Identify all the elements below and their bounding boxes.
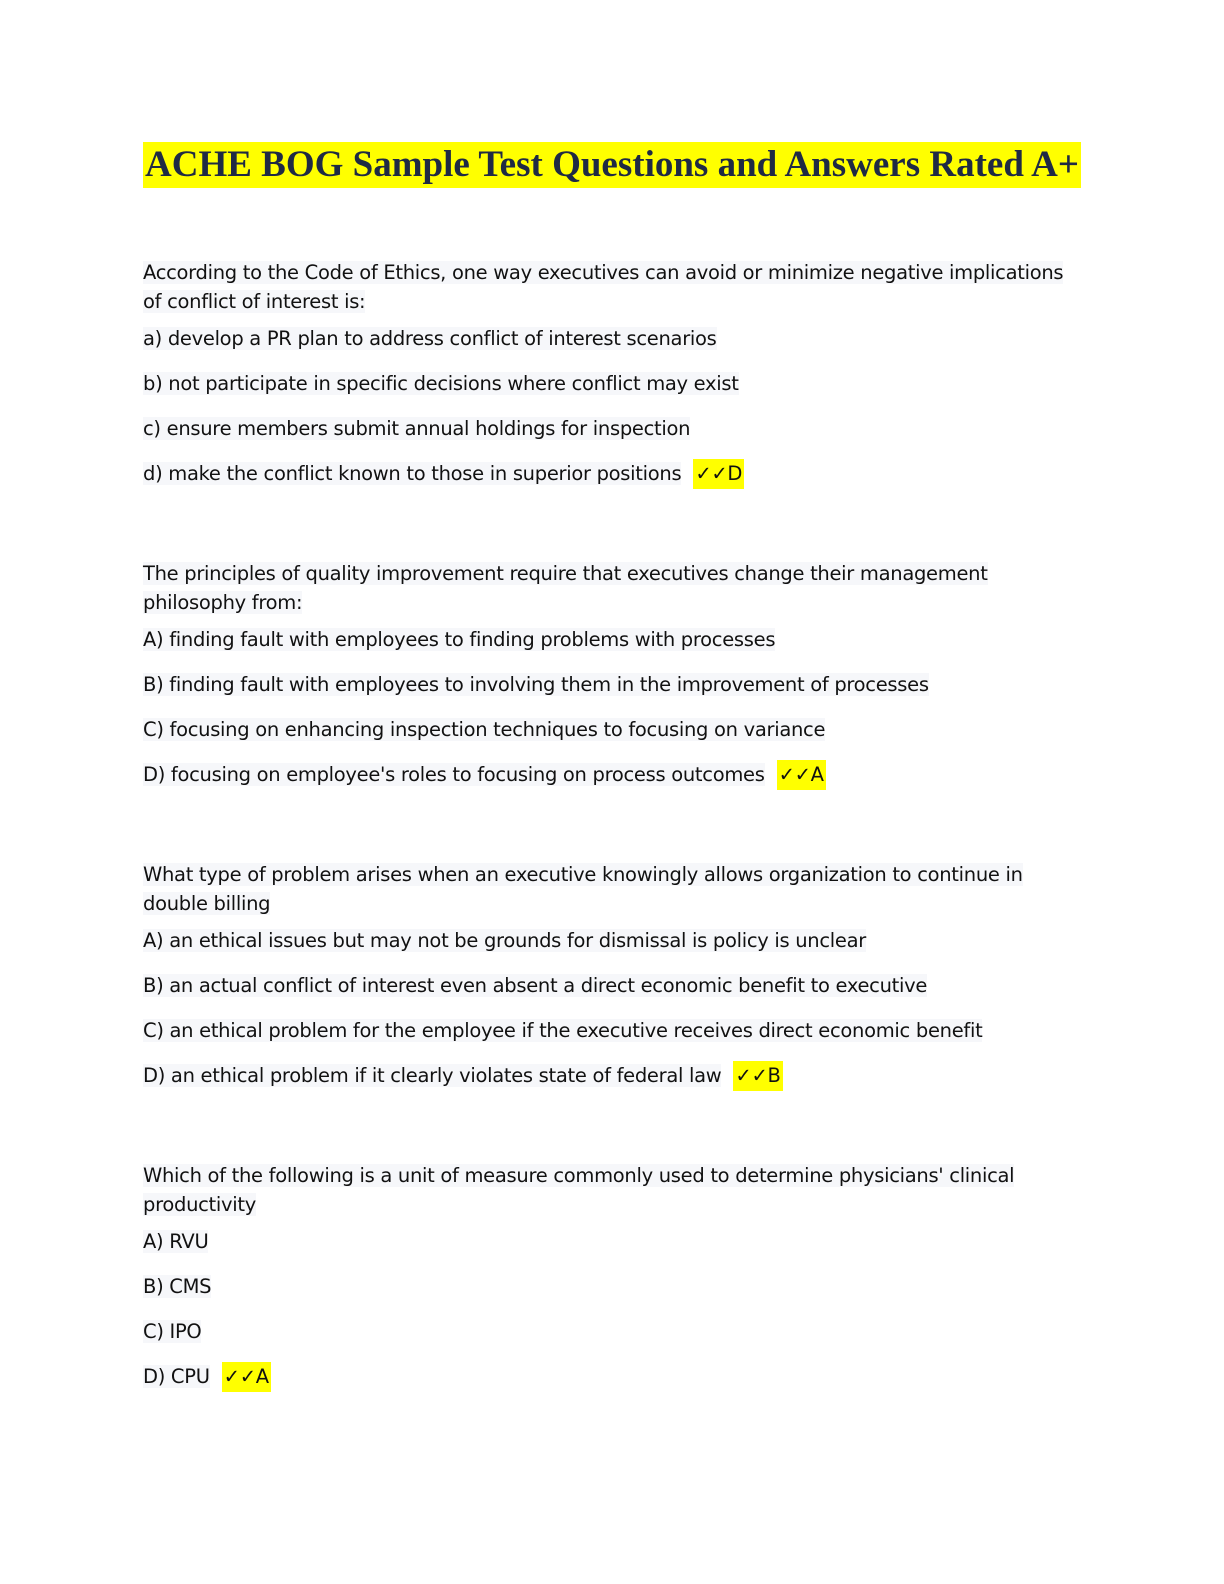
title-container xyxy=(143,142,1081,188)
question-text: The principles of quality improvement require that executives change their management philosophy from: xyxy=(143,562,988,614)
option-b: B) an actual conflict of interest even absent a direct economic benefit to executive xyxy=(143,974,928,997)
option-b: B) finding fault with employees to involving them in the improvement of processes xyxy=(143,673,929,696)
question-text: Which of the following is a unit of measure commonly used to determine physicians' clinical productivity xyxy=(143,1164,1015,1216)
option-b: B) CMS xyxy=(143,1275,212,1298)
answer-letter: B xyxy=(767,1064,781,1087)
question-block-1 xyxy=(143,258,1073,504)
option-a: A) an ethical issues but may not be grounds for dismissal is policy is unclear xyxy=(143,929,866,952)
answer-badge xyxy=(693,459,744,489)
question-text: What type of problem arises when an executive knowingly allows organization to continue in double billing xyxy=(143,863,1023,915)
question-block-4 xyxy=(143,1161,1073,1407)
option-d: d) make the conflict known to those in superior positions ✓✓D xyxy=(143,459,1073,504)
answer-badge xyxy=(777,760,826,790)
checkmark-icon: ✓✓ xyxy=(735,1064,768,1087)
question-text: According to the Code of Ethics, one way executives can avoid or minimize negative implications of conflict of interest is: xyxy=(143,261,1064,313)
option-a: A) finding fault with employees to finding problems with processes xyxy=(143,628,776,651)
option-d: D) focusing on employee's roles to focusing on process outcomes ✓✓A xyxy=(143,760,1073,805)
answer-letter: A xyxy=(810,763,824,786)
checkmark-icon: ✓✓ xyxy=(778,763,811,786)
question-block-3 xyxy=(143,860,1073,1106)
option-d: D) CPU ✓✓A xyxy=(143,1362,1073,1407)
option-a: a) develop a PR plan to address conflict of interest scenarios xyxy=(143,327,717,350)
option-c: c) ensure members submit annual holdings for inspection xyxy=(143,417,691,440)
checkmark-icon: ✓✓ xyxy=(695,462,728,485)
checkmark-icon: ✓✓ xyxy=(223,1365,256,1388)
answer-letter: A xyxy=(255,1365,269,1388)
option-b: b) not participate in specific decisions where conflict may exist xyxy=(143,372,739,395)
question-block-2 xyxy=(143,559,1073,805)
answer-badge xyxy=(733,1061,782,1091)
answer-badge xyxy=(222,1362,271,1392)
option-a: A) RVU xyxy=(143,1230,209,1253)
document-title: ACHE BOG Sample Test Questions and Answers Rated A+ xyxy=(143,142,1081,188)
option-c: C) focusing on enhancing inspection techniques to focusing on variance xyxy=(143,718,826,741)
option-c: C) an ethical problem for the employee if the executive receives direct economic benefit xyxy=(143,1019,983,1042)
option-c: C) IPO xyxy=(143,1320,202,1343)
answer-letter: D xyxy=(727,462,743,485)
option-d: D) an ethical problem if it clearly violates state of federal law ✓✓B xyxy=(143,1061,1073,1106)
